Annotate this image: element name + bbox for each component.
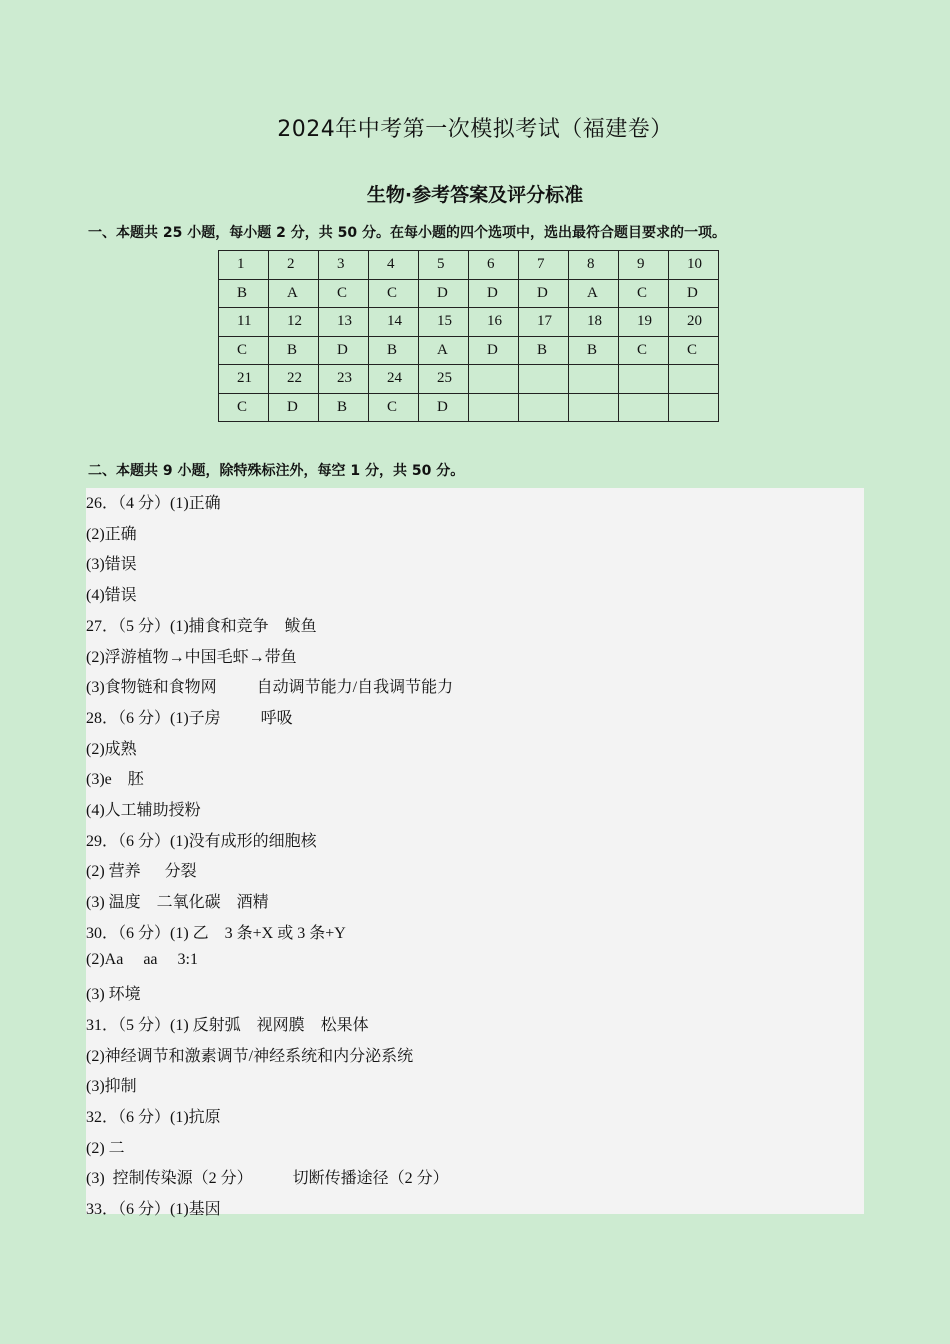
answer-line: (2)成熟 — [86, 740, 137, 758]
answer-cell — [469, 393, 519, 422]
answer-cell: B — [569, 336, 619, 365]
question-number-cell: 15 — [419, 308, 469, 337]
answer-cell: A — [569, 279, 619, 308]
answer-cell: C — [219, 393, 269, 422]
question-number-cell: 14 — [369, 308, 419, 337]
answer-cell: D — [419, 393, 469, 422]
question-number-cell: 13 — [319, 308, 369, 337]
question-number-cell: 8 — [569, 251, 619, 280]
question-number-cell — [569, 365, 619, 394]
question-number-cell — [669, 365, 719, 394]
question-number-cell: 17 — [519, 308, 569, 337]
answer-line: 32．（6 分）(1)抗原 — [86, 1109, 221, 1126]
answer-cell — [669, 393, 719, 422]
answer-line: (2)神经调节和激素调节/神经系统和内分泌系统 — [86, 1047, 414, 1065]
answer-cell — [519, 393, 569, 422]
document-subtitle: 生物·参考答案及评分标准 — [366, 184, 584, 206]
answer-cell: C — [219, 336, 269, 365]
question-number-cell: 7 — [519, 251, 569, 280]
question-number-cell: 4 — [369, 251, 419, 280]
question-number-cell: 23 — [319, 365, 369, 394]
answer-line: 29．（6 分）(1)没有成形的细胞核 — [86, 832, 317, 850]
answer-line: 27．（5 分）(1)捕食和竞争 鲅鱼 — [86, 617, 317, 635]
answer-cell: B — [369, 336, 419, 365]
answer-cell: D — [419, 279, 469, 308]
question-number-cell: 2 — [269, 251, 319, 280]
document-title: 2024年中考第一次模拟考试（福建卷） — [277, 117, 673, 142]
answer-row — [219, 279, 719, 308]
answer-line: 33．（6 分）(1)基因 — [86, 1201, 221, 1219]
question-number-cell — [469, 365, 519, 394]
answer-line: (3)e 胚 — [86, 771, 144, 789]
answer-cell: A — [269, 279, 319, 308]
answer-line: 28．（6 分）(1)子房 呼吸 — [86, 709, 293, 727]
question-number-row — [219, 365, 719, 394]
question-number-cell: 18 — [569, 308, 619, 337]
answer-cell: C — [319, 279, 369, 308]
answer-cell: D — [469, 279, 519, 308]
section-one-heading: 一、本题共 25 小题，每小题 2 分，共 50 分。在每小题的四个选项中，选出最符合题目要求的一项。 — [88, 225, 726, 241]
answer-cell: C — [369, 393, 419, 422]
answer-cell: B — [219, 279, 269, 308]
answer-row — [219, 393, 719, 422]
answer-line: (2) 营养 分裂 — [86, 863, 197, 881]
question-number-cell: 25 — [419, 365, 469, 394]
answer-line: (2)浮游植物→中国毛虾→带鱼 — [86, 648, 297, 666]
answer-line: (3)食物链和食物网 自动调节能力/自我调节能力 — [86, 679, 454, 697]
answer-cell: D — [519, 279, 569, 308]
question-number-cell — [519, 365, 569, 394]
answer-cell: C — [369, 279, 419, 308]
answer-line: (2)正确 — [86, 525, 137, 543]
question-number-cell: 3 — [319, 251, 369, 280]
answer-table — [218, 250, 719, 422]
answer-panel — [86, 488, 864, 1219]
question-number-cell: 10 — [669, 251, 719, 280]
answer-cell: D — [669, 279, 719, 308]
answer-line: 30．（6 分）(1) 乙 3 条+X 或 3 条+Y — [86, 924, 346, 942]
answer-cell: C — [619, 279, 669, 308]
question-number-cell: 22 — [269, 365, 319, 394]
question-number-cell: 16 — [469, 308, 519, 337]
question-number-cell: 1 — [219, 251, 269, 280]
answer-line: (2)Aa aa 3:1 — [86, 950, 198, 968]
answer-line: (3) 环境 — [86, 986, 141, 1004]
answer-line: (4)错误 — [86, 587, 137, 605]
answer-cell: B — [269, 336, 319, 365]
answer-cell: A — [419, 336, 469, 365]
answer-line: (3) 控制传染源（2 分） 切断传播途径（2 分） — [86, 1170, 449, 1188]
answer-cell: B — [319, 393, 369, 422]
answer-cell: C — [619, 336, 669, 365]
answer-cell: C — [669, 336, 719, 365]
question-number-row — [219, 251, 719, 280]
answer-line: 26．（4 分）(1)正确 — [86, 495, 221, 512]
question-number-cell: 20 — [669, 308, 719, 337]
answer-line: (4)人工辅助授粉 — [86, 802, 201, 819]
answer-row — [219, 336, 719, 365]
answer-line: (2) 二 — [86, 1139, 125, 1157]
question-number-cell: 9 — [619, 251, 669, 280]
answer-line: 31．（5 分）(1) 反射弧 视网膜 松果体 — [86, 1016, 369, 1034]
question-number-cell: 5 — [419, 251, 469, 280]
answer-cell: D — [269, 393, 319, 422]
answer-cell: D — [319, 336, 369, 365]
question-number-cell: 11 — [219, 308, 269, 337]
question-number-cell: 12 — [269, 308, 319, 337]
question-number-cell — [619, 365, 669, 394]
answer-cell: D — [469, 336, 519, 365]
answer-line: (3)错误 — [86, 556, 137, 574]
question-number-cell: 24 — [369, 365, 419, 394]
answer-line: (3)抑制 — [86, 1078, 137, 1096]
question-number-cell: 6 — [469, 251, 519, 280]
question-number-cell: 21 — [219, 365, 269, 394]
answer-cell: B — [519, 336, 569, 365]
section-two-heading: 二、本题共 9 小题，除特殊标注外，每空 1 分，共 50 分。 — [88, 463, 465, 479]
answer-cell — [619, 393, 669, 422]
question-number-cell: 19 — [619, 308, 669, 337]
question-number-row — [219, 308, 719, 337]
answer-cell — [569, 393, 619, 422]
answer-line: (3) 温度 二氧化碳 酒精 — [86, 894, 269, 912]
